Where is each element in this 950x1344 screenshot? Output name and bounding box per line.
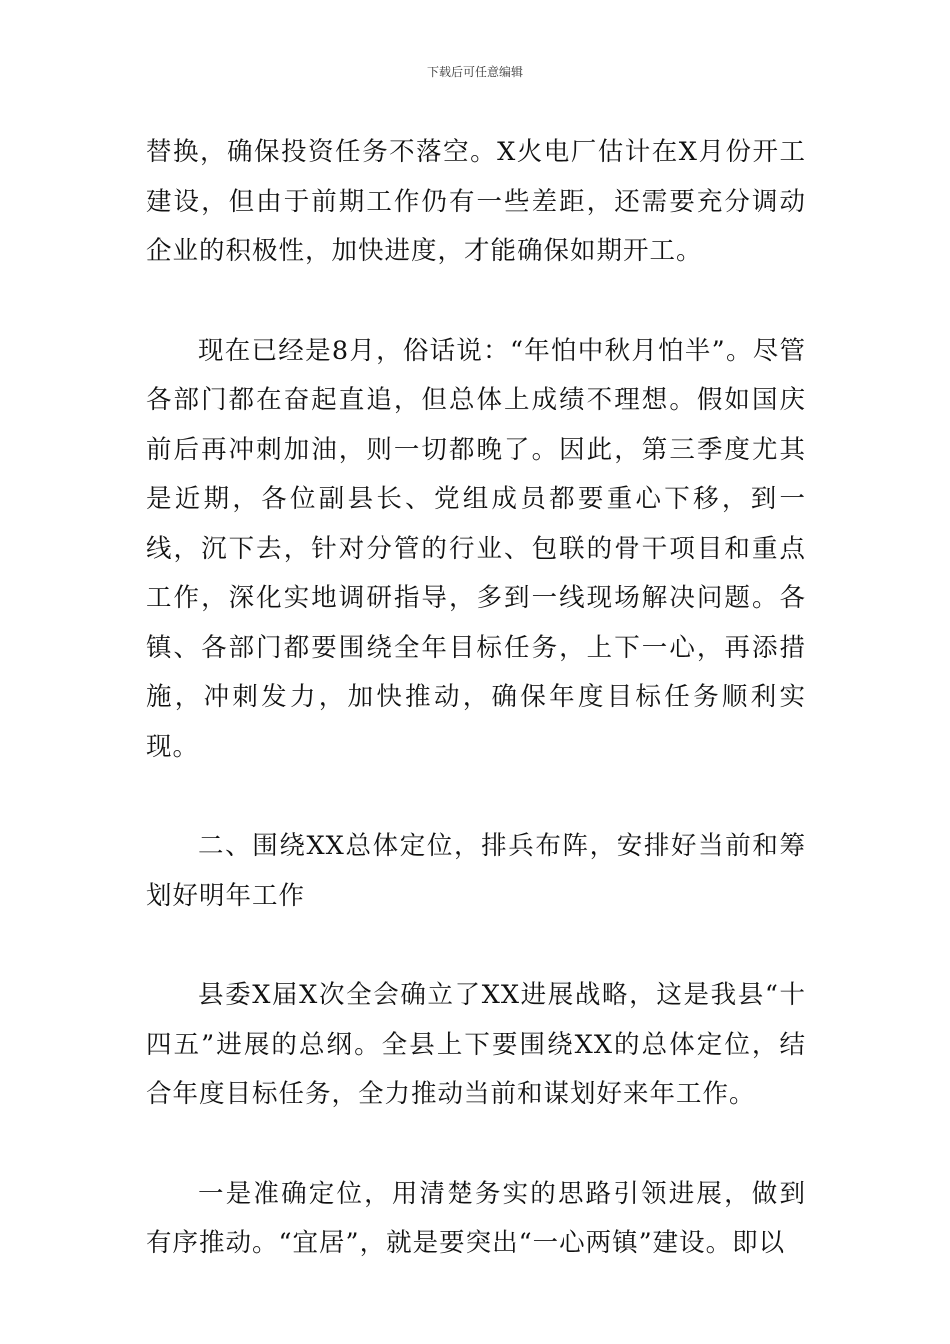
document-body [146,128,806,1269]
paragraph-gap [146,921,806,971]
paragraph-1: 替换，确保投资任务不落空。X火电厂估计在X月份开工建设，但由于前期工作仍有一些差距，还需要充分调动企业的积极性，加快进度，才能确保如期开工。 [146,137,806,266]
paragraph-4: 一是准确定位，用清楚务实的思路引领进展，做到有序推动。“宜居”，就是要突出“一心两镇”建设。即以 [146,1178,806,1258]
page-header: 下载后可任意编辑 [426,65,523,79]
section-heading: 二、围绕XX总体定位，排兵布阵，安排好当前和筹划好明年工作 [146,831,806,911]
paragraph-3: 县委X届X次全会确立了XX进展战略，这是我县“十四五”进展的总纲。全县上下要围绕XX的总体定位，结合年度目标任务，全力推动当前和谋划好来年工作。 [146,980,806,1109]
paragraph-gap [146,1120,806,1170]
paragraph-gap [146,772,806,822]
paragraph-2: 现在已经是8月，俗话说：“年怕中秋月怕半”。尽管各部门都在奋起直追，但总体上成绩不理想。假如国庆前后再冲刺加油，则一切都晚了。因此，第三季度尤其是近期，各位副县长、党组成员都要重心下移，到一线，沉下去，针对分管的行业、包联的骨干项目和重点工作，深化实地调研指导，多到一线现场解决问题。各镇、各部门都要围绕全年目标任务，上下一心，再添措施，冲刺发力，加快推动，确保年度目标任务顺利实现。 [146,335,806,762]
paragraph-gap [146,277,806,327]
